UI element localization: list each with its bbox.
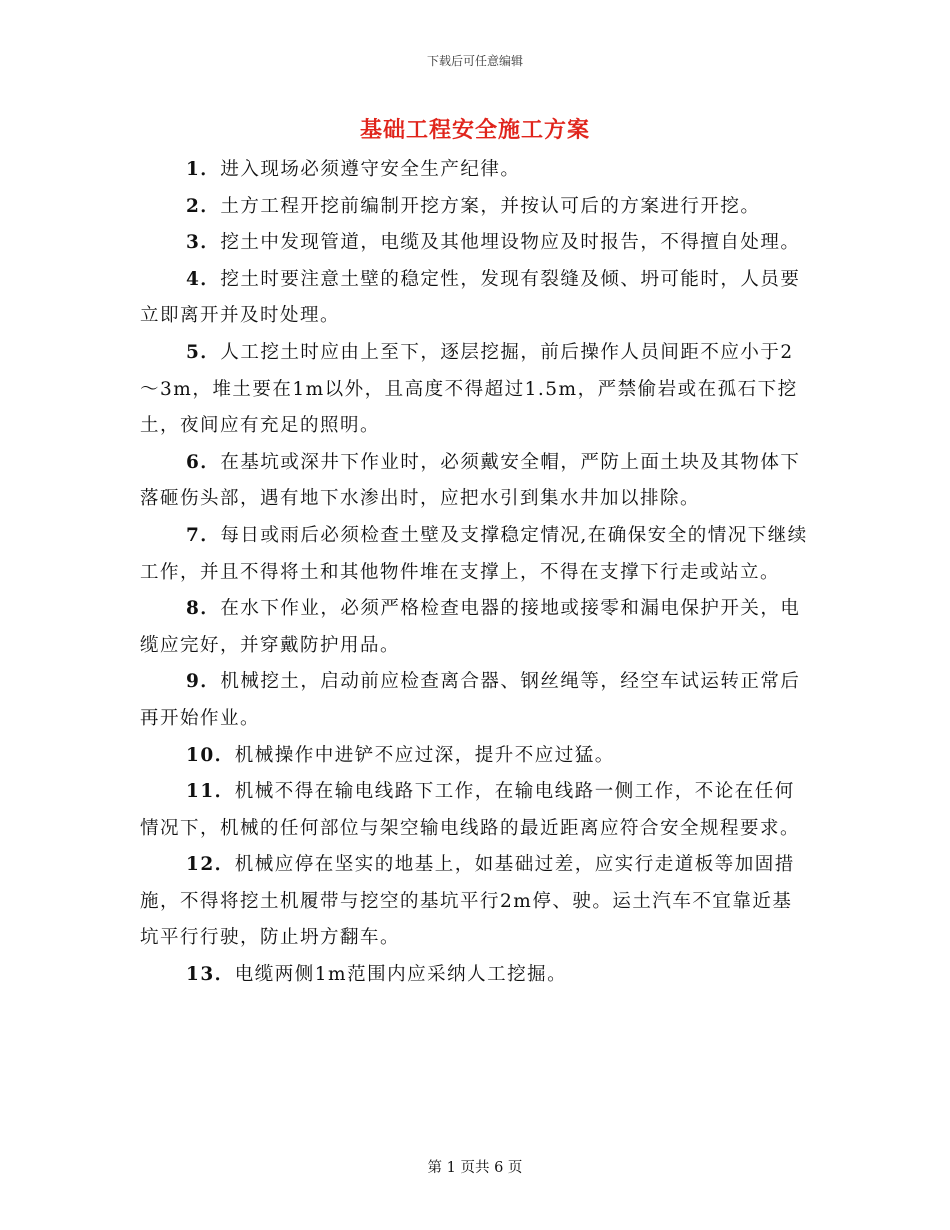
- item-number: 11．: [186, 781, 235, 803]
- item-text: 人工挖土时应由上至下，逐层挖掘，前后操作人员间距不应小于2～3m，堆土要在1m以外，且高度不得超过1.5m，严禁偷岩或在孤石下挖土，夜间应有充足的照明。: [140, 341, 798, 437]
- list-item: [140, 335, 810, 445]
- item-number: 13．: [186, 964, 235, 986]
- list-item: [140, 262, 810, 335]
- list-item: [140, 774, 810, 847]
- list-item: [140, 664, 810, 737]
- item-number: 12．: [186, 854, 235, 876]
- item-number: 7．: [186, 524, 221, 546]
- list-item: [140, 225, 810, 262]
- item-number: 10．: [186, 744, 235, 766]
- item-text: 机械挖土，启动前应检查离合器、钢丝绳等，经空车试运转正常后再开始作业。: [140, 671, 801, 729]
- item-number: 5．: [186, 341, 221, 363]
- list-item: [140, 152, 810, 189]
- item-text: 电缆两侧1m范围内应采纳人工挖掘。: [234, 964, 568, 986]
- list-item: [140, 518, 810, 591]
- list-item: [140, 738, 810, 775]
- list-item: [140, 847, 810, 957]
- list-item: [140, 445, 810, 518]
- list-item: [140, 957, 810, 994]
- document-title: 基础工程安全施工方案: [359, 117, 590, 143]
- item-text: 在水下作业，必须严格检查电器的接地或接零和漏电保护开关，电缆应完好，并穿戴防护用品。: [140, 598, 801, 656]
- list-item: [140, 189, 810, 226]
- item-number: 4．: [186, 268, 221, 290]
- item-number: 1．: [186, 159, 221, 180]
- item-text: 进入现场必须遵守安全生产纪律。: [220, 159, 521, 180]
- item-text: 机械不得在输电线路下工作，在输电线路一侧工作，不论在任何情况下，机械的任何部位与架空输电线路的最近距离应符合安全规程要求。: [140, 781, 801, 839]
- list-item: [140, 591, 810, 664]
- item-number: 6．: [186, 451, 221, 473]
- item-text: 挖土时要注意土壁的稳定性，发现有裂缝及倾、坍可能时，人员要立即离开并及时处理。: [140, 268, 801, 327]
- page-header: 下载后可任意编辑: [426, 54, 523, 68]
- document-body: [140, 152, 810, 994]
- item-text: 机械应停在坚实的地基上，如基础过差，应实行走道板等加固措施，不得将挖土机履带与挖空的基坑平行2m停、驶。运土汽车不宜靠近基坑平行行驶，防止坍方翻车。: [140, 854, 795, 949]
- item-text: 土方工程开挖前编制开挖方案，并按认可后的方案进行开挖。: [220, 195, 761, 217]
- item-text: 每日或雨后必须检查土壁及支撑稳定情况,在确保安全的情况下继续工作，并且不得将土和其他物件堆在支撑上，不得在支撑下行走或站立。: [140, 524, 808, 583]
- item-text: 挖土中发现管道，电缆及其他埋设物应及时报告，不得擅自处理。: [220, 232, 801, 254]
- item-number: 2．: [186, 195, 221, 217]
- item-text: 机械操作中进铲不应过深，提升不应过猛。: [234, 744, 615, 766]
- item-text: 在基坑或深井下作业时，必须戴安全帽，严防上面土块及其物体下落砸伤头部，遇有地下水渗出时，应把水引到集水井加以排除。: [140, 451, 801, 510]
- item-number: 3．: [186, 232, 221, 254]
- item-number: 9．: [186, 671, 221, 693]
- item-number: 8．: [186, 598, 221, 620]
- page-footer: 第 1 页共 6 页: [427, 1160, 523, 1176]
